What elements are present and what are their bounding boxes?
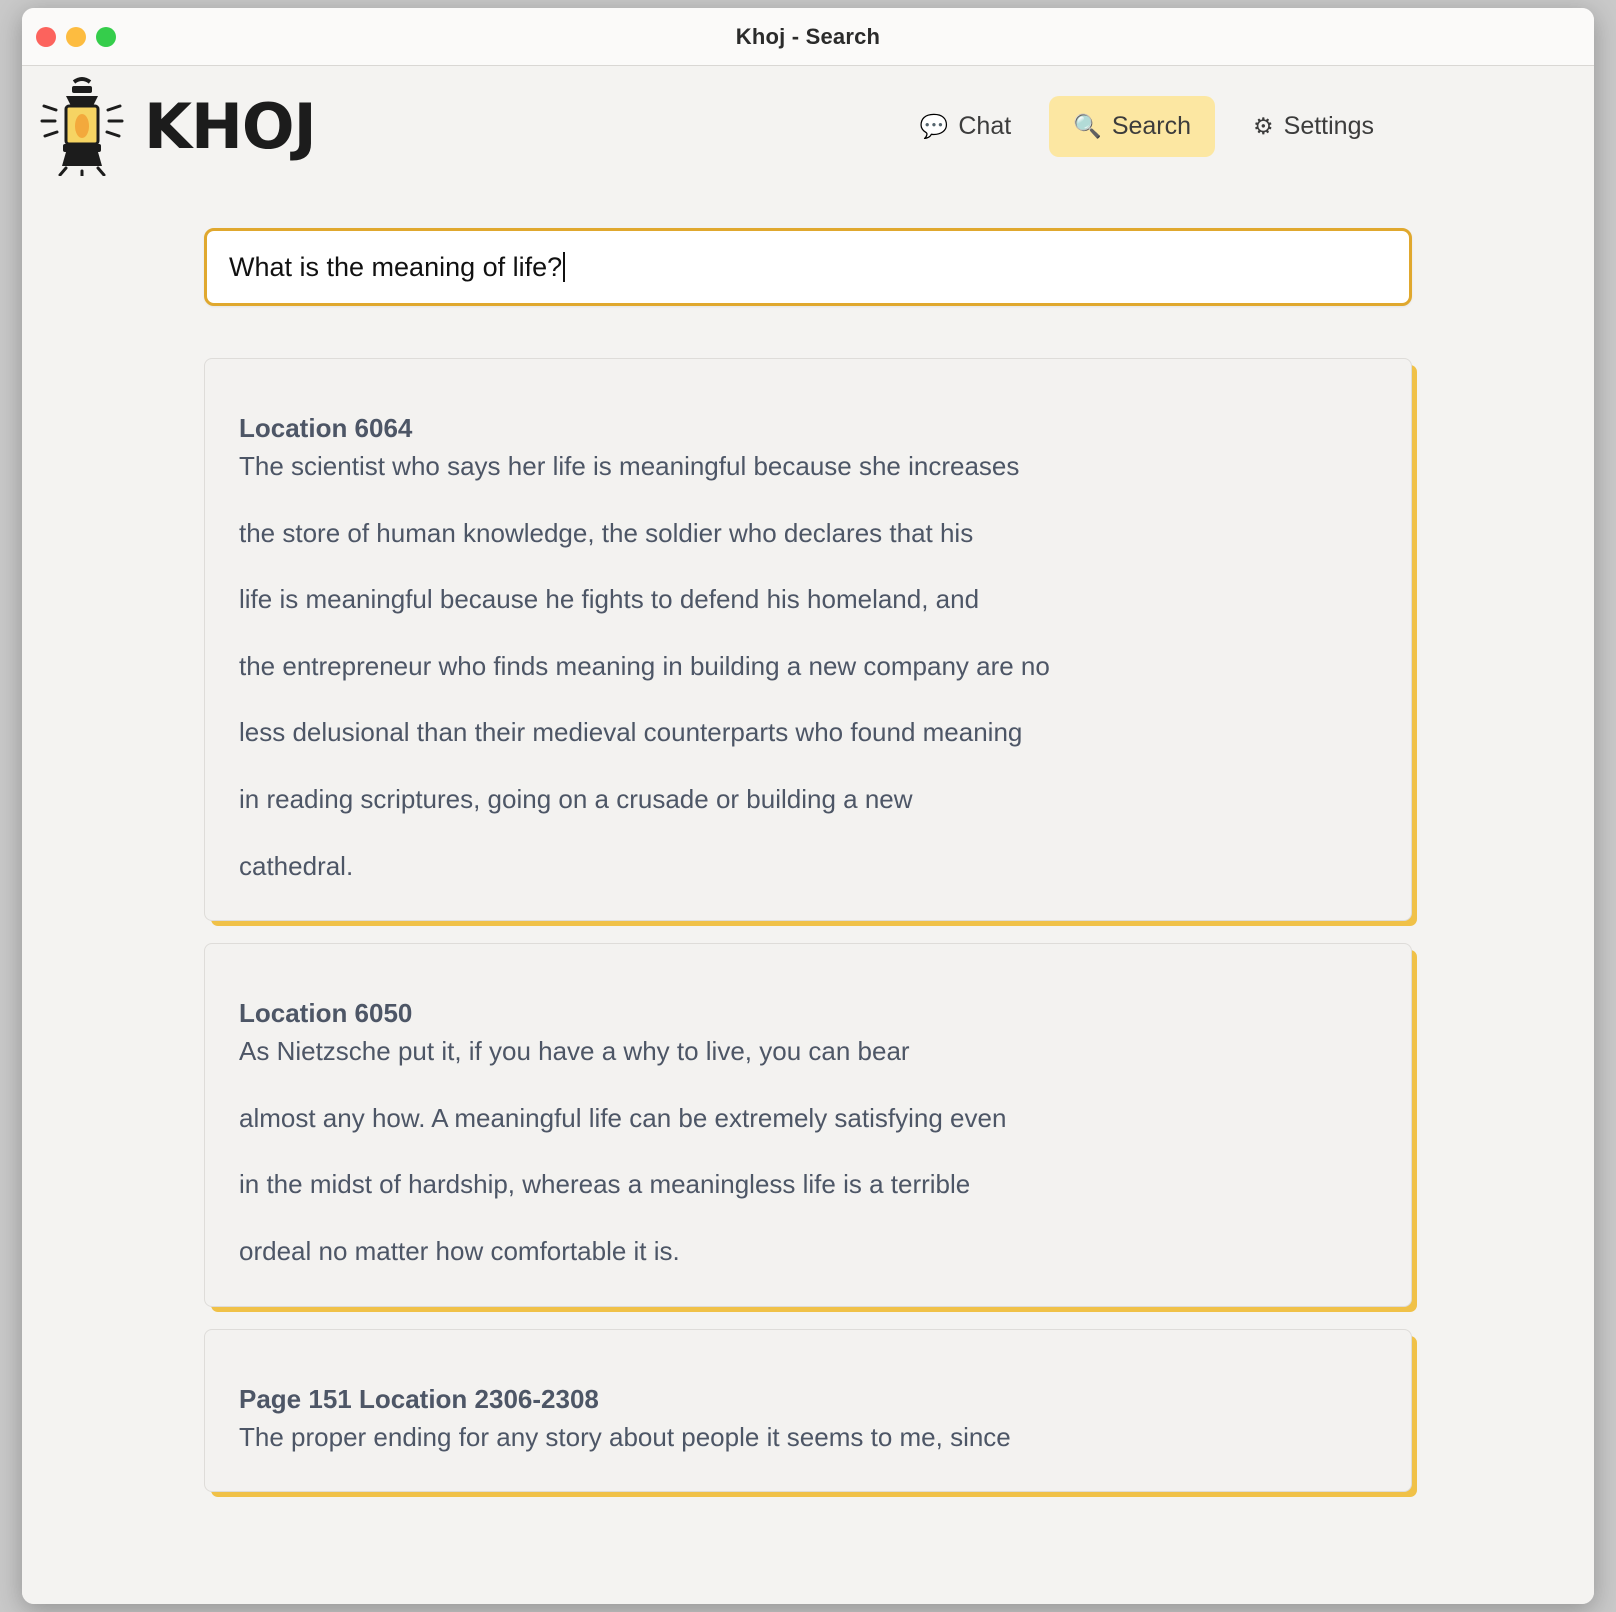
- result-card[interactable]: [204, 1329, 1412, 1493]
- result-line: life is meaningful because he fights to defend his homeland, and: [239, 584, 980, 615]
- result-line: cathedral.: [239, 850, 354, 881]
- result-line: ordeal no matter how comfortable it is.: [239, 1235, 680, 1266]
- minimize-button[interactable]: [66, 27, 86, 47]
- gear-icon: ⚙: [1253, 112, 1274, 139]
- window-controls: [36, 27, 116, 47]
- result-line: almost any how. A meaningful life can be extremely satisfying even: [239, 1102, 1007, 1133]
- result-line: The proper ending for any story about people it seems to me, since: [239, 1421, 1011, 1452]
- nav-item-settings[interactable]: [1229, 96, 1398, 157]
- lantern-icon: [36, 76, 128, 176]
- window-title: Khoj - Search: [735, 23, 881, 49]
- app-header: [22, 66, 1594, 186]
- result-line: As Nietzsche put it, if you have a why to live, you can bear: [239, 1036, 910, 1067]
- search-input[interactable]: [204, 228, 1412, 306]
- result-title: Location 6064: [239, 413, 413, 443]
- brand-logo[interactable]: [36, 76, 316, 176]
- nav-item-search[interactable]: [1049, 96, 1215, 157]
- speech-bubble-icon: 💬: [919, 112, 949, 139]
- result-card[interactable]: [204, 358, 1412, 921]
- search-section: [22, 228, 1594, 306]
- window-titlebar: [22, 8, 1594, 66]
- nav-item-chat[interactable]: [896, 96, 1035, 157]
- result-line: the entrepreneur who finds meaning in building a new company are no: [239, 650, 1050, 681]
- app-window: [22, 8, 1594, 1604]
- result-line: in the midst of hardship, whereas a meaningless life is a terrible: [239, 1169, 971, 1200]
- close-button[interactable]: [36, 27, 56, 47]
- brand-name: KHOJ: [144, 89, 316, 163]
- result-line: less delusional than their medieval counterparts who found meaning: [239, 717, 1023, 748]
- nav-label-search: Search: [1111, 111, 1192, 140]
- result-title: Page 151 Location 2306-2308: [239, 1383, 599, 1414]
- result-line: The scientist who says her life is meaningful because she increases: [239, 451, 1020, 481]
- result-title: Location 6050: [239, 998, 413, 1029]
- nav-label-chat: Chat: [958, 111, 1012, 140]
- main-nav: [896, 96, 1398, 157]
- magnifier-icon: 🔍: [1073, 112, 1102, 139]
- nav-label-settings: Settings: [1283, 111, 1374, 140]
- search-input-value: What is the meaning of life?: [229, 251, 563, 282]
- text-caret: [563, 252, 565, 282]
- app-content: [22, 66, 1594, 1604]
- search-results: [22, 358, 1594, 1492]
- result-card[interactable]: [204, 943, 1412, 1306]
- result-line: the store of human knowledge, the soldier who declares that his: [239, 517, 974, 548]
- maximize-button[interactable]: [96, 27, 116, 47]
- result-line: in reading scriptures, going on a crusade or building a new: [239, 783, 913, 814]
